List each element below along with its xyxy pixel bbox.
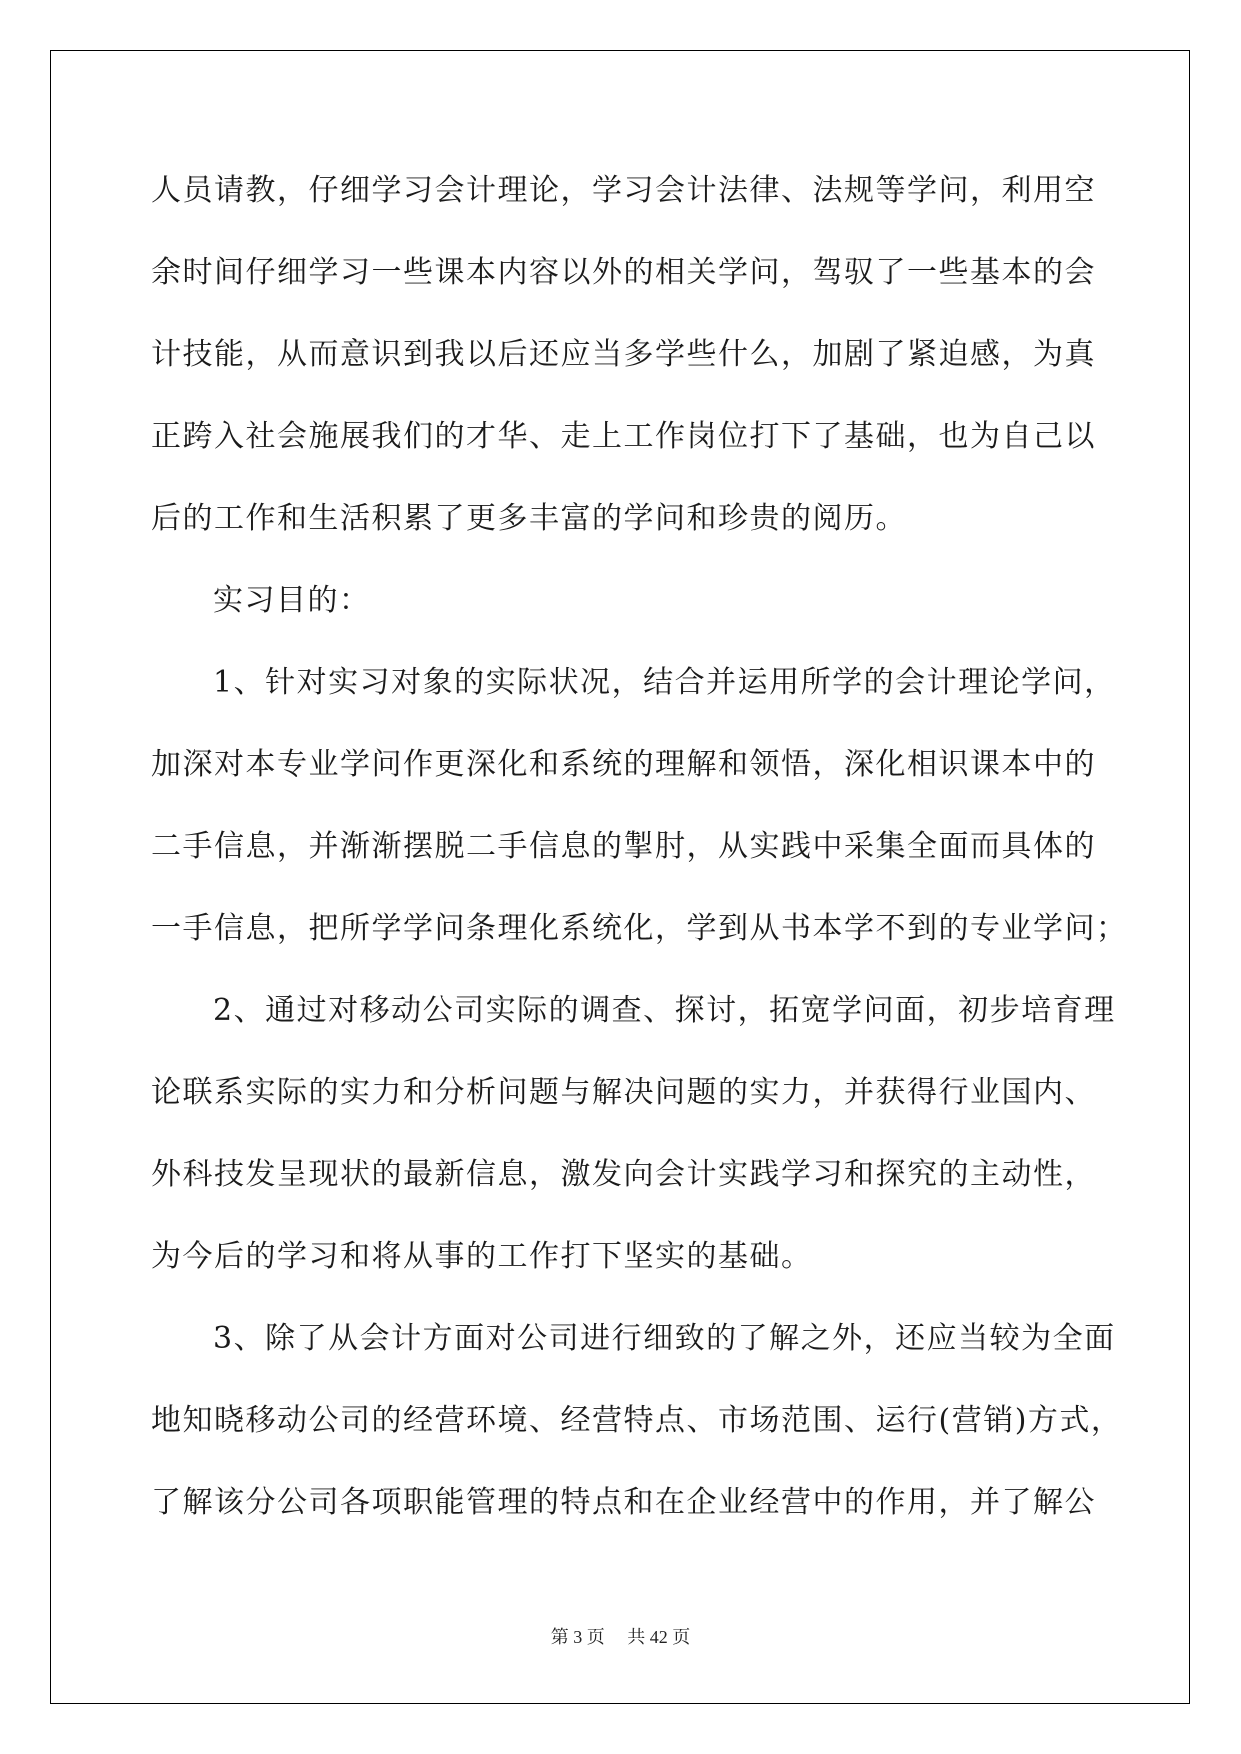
page-footer [0,1625,1241,1649]
total-pages: 共 42 页 [627,1627,691,1647]
text-line: 人员请教，仔细学习会计理论，学习会计法律、法规等学问，利用空 [151,173,1096,208]
text-line: 论联系实际的实力和分析问题与解决问题的实力，并获得行业国内、 [151,1075,1096,1110]
text-line: 地知晓移动公司的经营环境、经营特点、市场范围、运行(营销)方式， [151,1403,1123,1438]
text-line: 余时间仔细学习一些课本内容以外的相关学问，驾驭了一些基本的会 [151,255,1096,290]
paragraph-start: 1、针对实习对象的实际状况，结合并运用所学的会计理论学问， [213,665,1116,700]
document-body [151,160,1128,1554]
text-line: 二手信息，并渐渐摆脱二手信息的掣肘，从实践中采集全面而具体的 [151,829,1096,864]
paragraph-start: 3、除了从会计方面对公司进行细致的了解之外，还应当较为全面 [213,1321,1116,1356]
text-line: 后的工作和生活积累了更多丰富的学问和珍贵的阅历。 [151,501,907,536]
text-line: 计技能，从而意识到我以后还应当多学些什么，加剧了紧迫感，为真 [151,337,1096,372]
text-line: 外科技发呈现状的最新信息，激发向会计实践学习和探究的主动性， [151,1157,1096,1192]
text-line: 加深对本专业学问作更深化和系统的理解和领悟，深化相识课本中的 [151,747,1096,782]
text-line: 正跨入社会施展我们的才华、走上工作岗位打下了基础，也为自己以 [151,419,1096,454]
section-heading: 实习目的： [213,583,371,618]
text-line: 为今后的学习和将从事的工作打下坚实的基础。 [151,1239,813,1274]
text-line: 了解该分公司各项职能管理的特点和在企业经营中的作用，并了解公 [151,1485,1096,1520]
page-number: 第 3 页 [550,1627,605,1647]
text-line: 一手信息，把所学学问条理化系统化，学到从书本学不到的专业学问； [151,911,1128,946]
paragraph-start: 2、通过对移动公司实际的调查、探讨，拓宽学问面，初步培育理 [213,993,1116,1028]
